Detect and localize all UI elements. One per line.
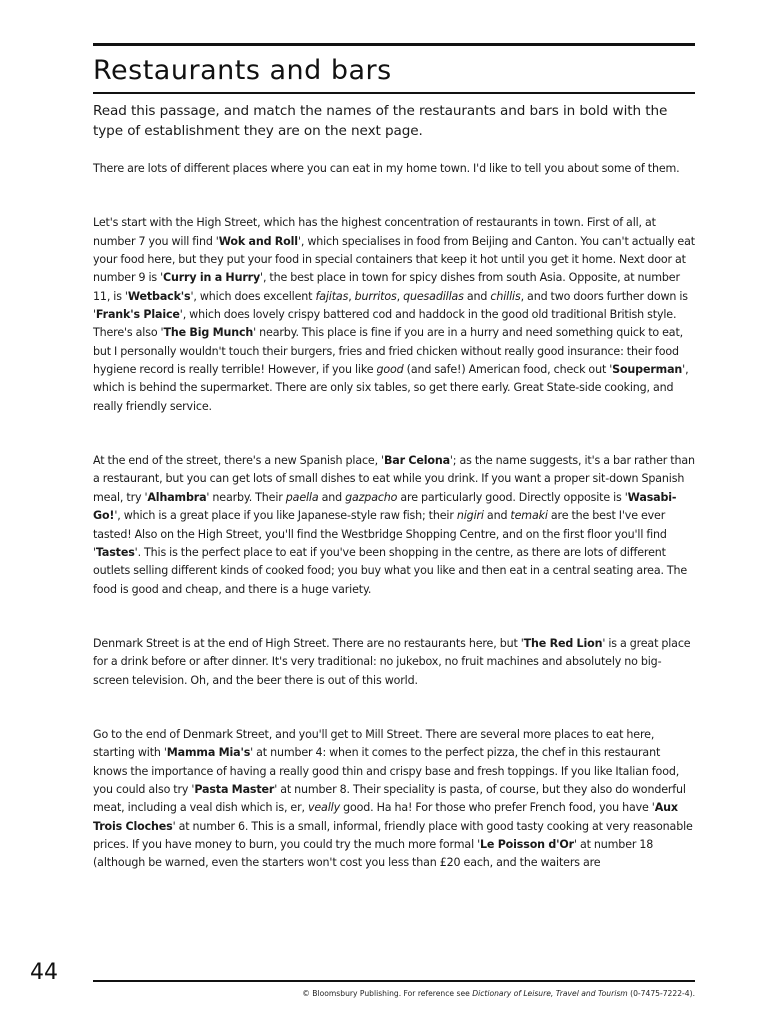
- passage-text: ' at number 6. This is a small, informal, friendly place with good tasty cooking at very reasonable prices. If you have money to burn, you could try the much more formal ': [93, 819, 693, 851]
- passage-text: ' is a great place for a drink before or after dinner. It's very traditional: no jukebox, no fruit machines and absolutely no big-screen television. Oh, and the beer there is out of this world.: [93, 636, 691, 687]
- passage-text: '. This is the perfect place to eat if you've been shopping in the centre, as there are lots of different outlets selling different kinds of cooked food; you buy what you like and then eat in a central seating area. The food is good and cheap, and there is a huge variety.: [93, 545, 688, 596]
- page-title: Restaurants and bars: [93, 55, 392, 86]
- passage-text: ,: [396, 289, 404, 303]
- establishment-name: Frank's Plaice: [95, 308, 180, 322]
- emphasized-term: temaki: [510, 509, 548, 523]
- passage-text: and: [318, 490, 346, 504]
- establishment-name: Aux Trois Cloches: [93, 801, 678, 833]
- passage-text: Denmark Street is at the end of High Street. There are no restaurants here, but ': [93, 636, 524, 650]
- establishment-name: Tastes: [95, 545, 135, 559]
- passage-text: Go to the end of Denmark Street, and you'll get to Mill Street. There are several more places to eat here, starting with ': [93, 727, 655, 760]
- top-rule: [93, 43, 695, 46]
- establishment-name: Wok and Roll: [218, 234, 298, 248]
- passage-text: ' at number 4: when it comes to the perfect pizza, the chef in this restaurant knows the importance of having a really good thin and crispy base and fresh toppings. If you like Italian food, you could also try ': [93, 746, 680, 796]
- emphasized-term: veally: [307, 801, 340, 815]
- passage-paragraph: [93, 160, 695, 178]
- emphasized-term: nigiri: [456, 509, 484, 523]
- establishment-name: Wetback's: [127, 289, 191, 303]
- emphasized-term: paella: [285, 490, 319, 504]
- passage-text: are particularly good. Directly opposite is ': [397, 490, 628, 504]
- passage-text: At the end of the street, there's a new Spanish place, ': [93, 454, 384, 468]
- emphasized-term: burritos: [354, 289, 397, 303]
- emphasized-term: fajitas: [315, 289, 349, 303]
- footer-prefix: © Bloomsbury Publishing. For reference see: [302, 989, 473, 998]
- passage-text: Let's start with the High Street, which has the highest concentration of restaurants in town. First of all, at number 7 you will find ': [93, 216, 656, 248]
- passage-text: (and safe!) American food, check out ': [403, 363, 613, 377]
- establishment-name: Wasabi-Go!: [93, 490, 677, 523]
- establishment-name: Pasta Master: [194, 782, 275, 796]
- passage-text: are the best I've ever tasted! Also on the High Street, you'll find the Westbridge Shopping Centre, and on the first floor you'll find ': [93, 509, 667, 559]
- passage-body: [93, 160, 695, 873]
- bottom-rule: [93, 980, 695, 982]
- passage-text: ', which does lovely crispy battered cod and haddock in the good old traditional British style. There's also ': [93, 308, 677, 340]
- passage-text: and: [483, 509, 511, 523]
- establishment-name: The Big Munch: [163, 326, 254, 340]
- emphasized-term: chillis: [490, 289, 521, 303]
- passage-text: ' nearby. Their: [206, 490, 286, 504]
- establishment-name: Le Poisson d'Or: [479, 837, 574, 851]
- footer-book-title: Dictionary of Leisure, Travel and Tourism: [472, 989, 628, 998]
- establishment-name: Curry in a Hurry: [163, 271, 261, 285]
- passage-text: There are lots of different places where you can eat in my home town. I'd like to tell you about some of them.: [93, 162, 680, 175]
- establishment-name: Mamma Mia's: [166, 746, 251, 760]
- passage-text: ', which does excellent: [190, 289, 316, 303]
- passage-paragraph: [93, 452, 695, 599]
- page-number: 44: [30, 960, 58, 985]
- title-rule: [93, 92, 695, 94]
- establishment-name: Alhambra: [147, 490, 207, 504]
- passage-text: ', which is behind the supermarket. There are only six tables, so get there early. Great State-side cooking, and really friendly service.: [93, 363, 689, 413]
- passage-text: ' nearby. This place is fine if you are in a hurry and need something quick to eat, but I personally wouldn't touch their burgers, fries and fried chicken without really good insurance: their food hygiene record is really terrible! However, if you like: [93, 326, 684, 377]
- instructions-text: Read this passage, and match the names of the restaurants and bars in bold with the type of establishment they are on the next page.: [93, 103, 668, 139]
- establishment-name: Souperman: [612, 363, 683, 377]
- passage-text: ', which specialises in food from Beijing and Canton. You can't actually eat your food here, but they put your food in special containers that keep it hot until you get it home. Next door at number 9 is ': [93, 234, 695, 285]
- passage-text: and: [463, 289, 491, 303]
- passage-text: good. Ha ha! For those who prefer French food, you have ': [340, 801, 655, 815]
- emphasized-term: gazpacho: [345, 490, 398, 504]
- passage-text: ' at number 8. Their speciality is pasta, of course, but they also do wonderful meat, including a veal dish which is, er,: [93, 782, 686, 815]
- passage-paragraph: [93, 726, 695, 873]
- passage-text: ', which is a great place if you like Japanese-style raw fish; their: [114, 509, 457, 523]
- passage-paragraph: [93, 214, 695, 416]
- passage-text: , and two doors further down is ': [93, 289, 688, 322]
- passage-text: ,: [348, 289, 355, 303]
- passage-text: '; as the name suggests, it's a bar rather than a restaurant, but you can get lots of small dishes to eat while you drink. If you want a proper sit-down Spanish meal, try ': [93, 454, 695, 504]
- passage-text: ' at number 18 (although be warned, even the starters won't cost you less than £20 each, and the waiters are: [93, 837, 654, 870]
- footer-suffix: (0-7475-7222-4).: [627, 989, 695, 998]
- emphasized-term: quesadillas: [403, 289, 464, 303]
- passage-paragraph: [93, 635, 695, 690]
- passage-text: ', the best place in town for spicy dishes from south Asia. Opposite, at number 11, is ': [93, 271, 680, 303]
- establishment-name: Bar Celona: [383, 454, 450, 468]
- copyright-footer: [302, 988, 695, 1000]
- establishment-name: The Red Lion: [523, 636, 603, 650]
- emphasized-term: good: [376, 363, 404, 377]
